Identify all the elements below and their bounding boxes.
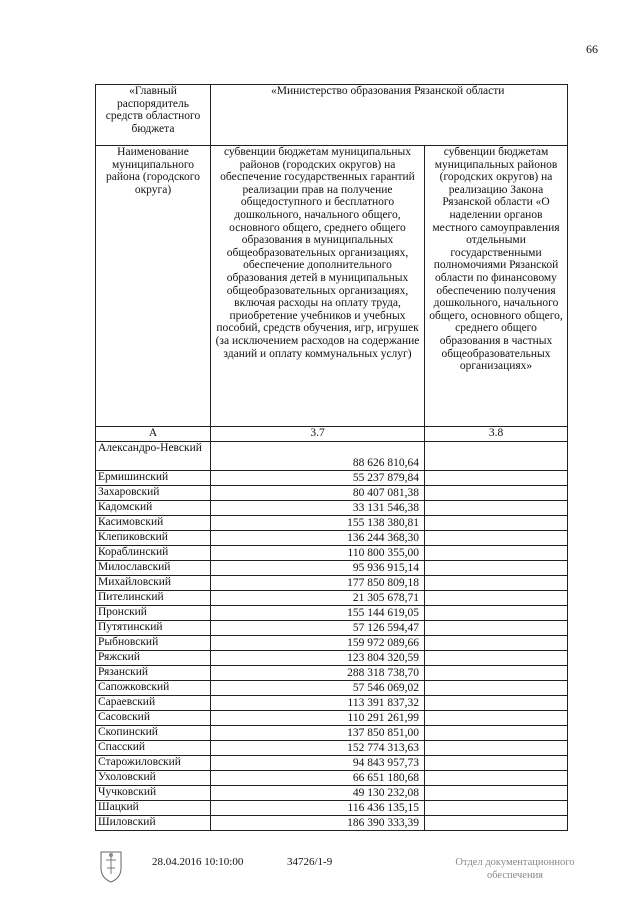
amount-3-7: 94 843 957,73 [211,756,425,771]
table-row [96,486,568,501]
table-row [96,741,568,756]
amount-3-8 [425,442,568,471]
district-name: Сараевский [96,696,211,711]
district-name: Милославский [96,561,211,576]
amount-3-8 [425,531,568,546]
table-row [96,546,568,561]
amount-3-7: 95 936 915,14 [211,561,425,576]
amount-3-7: 136 244 368,30 [211,531,425,546]
district-name: Кадомский [96,501,211,516]
amount-3-7: 110 291 261,99 [211,711,425,726]
table-row [96,516,568,531]
footer-doc-code: 34726/1-9 [287,856,333,868]
district-name: Пителинский [96,591,211,606]
amount-3-7: 88 626 810,64 [211,442,425,471]
table-row [96,442,568,471]
table-row [96,591,568,606]
amount-3-8 [425,546,568,561]
table-row [96,621,568,636]
table-row [96,651,568,666]
district-name: Старожиловский [96,756,211,771]
budget-table [95,84,568,831]
amount-3-7: 155 138 380,81 [211,516,425,531]
amount-3-8 [425,666,568,681]
table-row [96,636,568,651]
table-row [96,696,568,711]
amount-3-8 [425,786,568,801]
code-a: А [96,427,211,442]
amount-3-7: 113 391 837,32 [211,696,425,711]
district-name: Ухоловский [96,771,211,786]
amount-3-8 [425,591,568,606]
table-row [96,816,568,831]
amount-3-8 [425,621,568,636]
column-title-3-8: субвенции бюджетам муниципальных районов (городских округов) на реализацию Закона Рязанской области «О наделении органов местного самоуправления отдельными государственными полномочиями Рязанской области по финансовому обеспечению получения дошкольного, начального общего, основного общего, среднего общего образования в частных общеобразовательных организациях» [425,146,568,427]
amount-3-7: 177 850 809,18 [211,576,425,591]
amount-3-8 [425,726,568,741]
table-row [96,726,568,741]
amount-3-7: 123 804 320,59 [211,651,425,666]
district-name: Скопинский [96,726,211,741]
footer-department-stamp: Отдел документационного обеспечения [455,857,575,881]
amount-3-7: 110 800 355,00 [211,546,425,561]
amount-3-8 [425,696,568,711]
column-title-3-7: субвенции бюджетам муниципальных районов (городских округов) на обеспечение государственных гарантий реализации прав на получение общедоступного и бесплатного дошкольного, начального общего, основного общего, среднего общего образования в муниципальных общеобразовательных организациях, обеспечение дополнительного образования детей в муниципальных общеобразовательных организациях, включая расходы на оплату труда, приобретение учебников и учебных пособий, средств обучения, игр, игрушек (за исключением расходов на содержание зданий и оплату коммунальных услуг) [211,146,425,427]
amount-3-7: 66 651 180,68 [211,771,425,786]
amount-3-8 [425,501,568,516]
table-row [96,756,568,771]
header-row-columns [96,146,568,427]
administrator-label: «Главный распорядитель средств областного бюджета [96,85,211,146]
table-row [96,561,568,576]
district-name: Сасовский [96,711,211,726]
amount-3-7: 155 144 619,05 [211,606,425,621]
amount-3-7: 159 972 089,66 [211,636,425,651]
district-name: Кораблинский [96,546,211,561]
district-name: Путятинский [96,621,211,636]
table-row [96,801,568,816]
amount-3-8 [425,486,568,501]
amount-3-8 [425,561,568,576]
district-name: Шиловский [96,816,211,831]
district-name: Сапожковский [96,681,211,696]
table-row [96,606,568,621]
amount-3-7: 186 390 333,39 [211,816,425,831]
amount-3-7: 137 850 851,00 [211,726,425,741]
amount-3-7: 288 318 738,70 [211,666,425,681]
district-name: Рыбновский [96,636,211,651]
table-row [96,711,568,726]
amount-3-8 [425,576,568,591]
district-name: Спасский [96,741,211,756]
amount-3-7: 116 436 135,15 [211,801,425,816]
footer-datetime: 28.04.2016 10:10:00 [152,856,244,868]
table-row [96,666,568,681]
header-row-codes [96,427,568,442]
amount-3-8 [425,711,568,726]
amount-3-8 [425,471,568,486]
amount-3-7: 49 130 232,08 [211,786,425,801]
district-name: Касимовский [96,516,211,531]
table-row [96,576,568,591]
table-row [96,786,568,801]
district-name: Чучковский [96,786,211,801]
amount-3-7: 152 774 313,63 [211,741,425,756]
code-3-7: 3.7 [211,427,425,442]
amount-3-7: 55 237 879,84 [211,471,425,486]
amount-3-8 [425,756,568,771]
district-name: Ермишинский [96,471,211,486]
header-row-administrator [96,85,568,146]
amount-3-8 [425,741,568,756]
amount-3-8 [425,771,568,786]
table-row [96,501,568,516]
code-3-8: 3.8 [425,427,568,442]
amount-3-7: 57 546 069,02 [211,681,425,696]
table-row [96,681,568,696]
amount-3-8 [425,816,568,831]
administrator-value: «Министерство образования Рязанской области [211,85,568,146]
district-name: Александро-Невский [96,442,211,471]
amount-3-8 [425,651,568,666]
district-name: Рязанский [96,666,211,681]
amount-3-7: 33 131 546,38 [211,501,425,516]
district-name: Захаровский [96,486,211,501]
district-label: Наименование муниципального района (городского округа) [96,146,211,427]
amount-3-7: 80 407 081,38 [211,486,425,501]
table-row [96,531,568,546]
district-name: Ряжский [96,651,211,666]
coat-of-arms-icon [97,848,125,884]
amount-3-8 [425,681,568,696]
amount-3-8 [425,636,568,651]
district-name: Михайловский [96,576,211,591]
district-name: Пронский [96,606,211,621]
table-row [96,471,568,486]
page-number: 66 [586,42,598,56]
amount-3-8 [425,606,568,621]
district-name: Клепиковский [96,531,211,546]
amount-3-7: 21 305 678,71 [211,591,425,606]
district-name: Шацкий [96,801,211,816]
amount-3-7: 57 126 594,47 [211,621,425,636]
amount-3-8 [425,516,568,531]
amount-3-8 [425,801,568,816]
table-row [96,771,568,786]
